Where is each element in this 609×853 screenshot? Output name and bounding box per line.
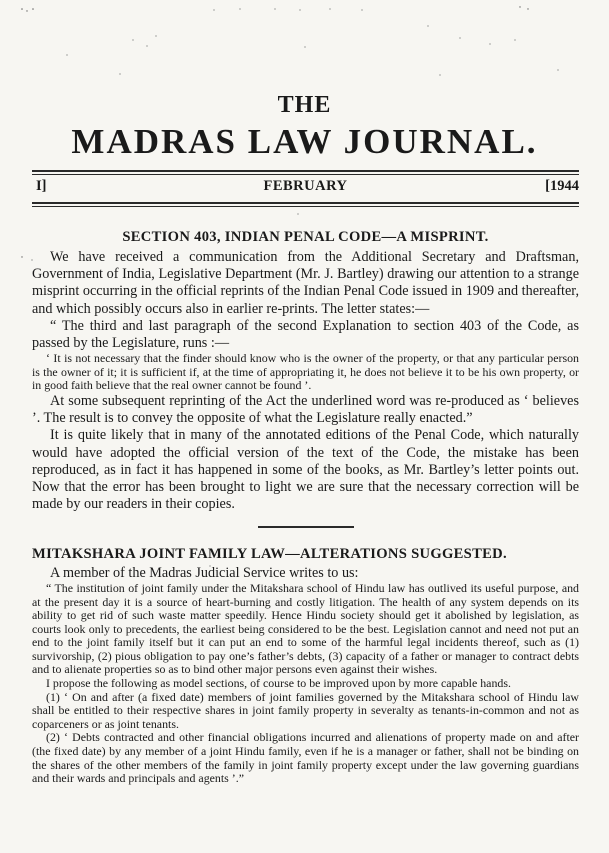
masthead-line [32,178,579,198]
article-mitakshara [32,546,579,786]
masthead-rule-bottom [32,202,579,204]
quoted-letter: I propose the following as model sections, of course to be improved upon by more capable hands. [46,676,511,691]
model-section: (2) ‘ Debts contracted and other financial obligations incurred and alienations of property made on and after (the fixed date) by any member of a joint Hindu family, even if he is a manager or father, shall not be binding on the shares of the other members of the family in joint family property except under the law governing guardians and their wards and principals and agents ’.” [32,730,579,786]
article-paragraph: At some subsequent reprinting of the Act the underlined word was re-produced as ‘ believes ’. The result is to convey the opposite of what the Legislature really enacted.” [32,393,579,427]
volume-number: I] [36,178,47,194]
article-heading: SECTION 403, INDIAN PENAL CODE—A MISPRINT. [122,229,489,245]
model-section: (1) ‘ On and after (a fixed date) members of joint families governed by the Mitakshara school of Hindu law shall be entitled to their respective shares in joint family property in severalty as tenants-in-common and not as coparceners or as joint tenants. [32,689,579,731]
article-misprint [32,229,579,513]
issue-month: FEBRUARY [263,178,348,194]
quoted-explanation: ‘ It is not necessary that the finder should know who is the owner of the property, or that any particular person is the owner of it; it is sufficient if, at the time of appropriating it, he does not believe it to be his own property, or in good faith believe that the real owner cannot be found ’. [32,351,579,393]
article-heading: MITAKSHARA JOINT FAMILY LAW—ALTERATIONS SUGGESTED. [32,545,507,562]
masthead-rule-top-thin [32,174,579,175]
masthead-rule-bottom-thin [32,206,579,207]
journal-title: MADRAS LAW JOURNAL. [71,122,538,161]
journal-title-the: THE [277,92,332,118]
section-divider [258,526,354,527]
article-paragraph: “ The third and last paragraph of the second Explanation to section 403 of the Code, as passed by the Legislature, runs :— [32,317,579,352]
journal-content [32,229,579,786]
article-paragraph: It is quite likely that in many of the annotated editions of the Penal Code, which naturally would have adopted the official version of the text of the Code, the mistake has been reproduced, as in fact it has happened in some of the books, as Mr. Bartley’s letter points out. Now that the error has been brought to light we are sure that the necessary correction will be made by our readers in their copies. [32,427,579,513]
masthead-rule-top [32,170,579,172]
article-paragraph: We have received a communication from the Additional Secretary and Draftsman, Government of India, Legislative Department (Mr. J. Bartley) drawing our attention to a strange misprint occurring in the official reprints of the Indian Penal Code issued in 1909 and thereafter, and which possibly occurs also in earlier re-prints. The letter states:— [32,249,579,317]
issue-year: [1944 [545,178,579,194]
quoted-letter: “ The institution of joint family under the Mitakshara school of Hindu law has outlived its useful purpose, and at the present day it is a source of heart-burning and costly litigation. The health of any system depends on its ability to get rid of such waste matter speedily. Hence Hindu society should get it abolished by legislation, as courts look only to precedents, the earliest being considered to be the best. Legislation cannot and need not put an end to the joint family itself but it can put an end to some of the harmful legal incidents thereof, such as (1) survivorship, (2) pious obligation to pay one’s father’s debts, (3) capacity of a father or manager to contract debts and to alienate properties so as to bind other major persons even against their wishes. [32,580,579,677]
article-paragraph: A member of the Madras Judicial Service writes to us: [50,564,359,581]
